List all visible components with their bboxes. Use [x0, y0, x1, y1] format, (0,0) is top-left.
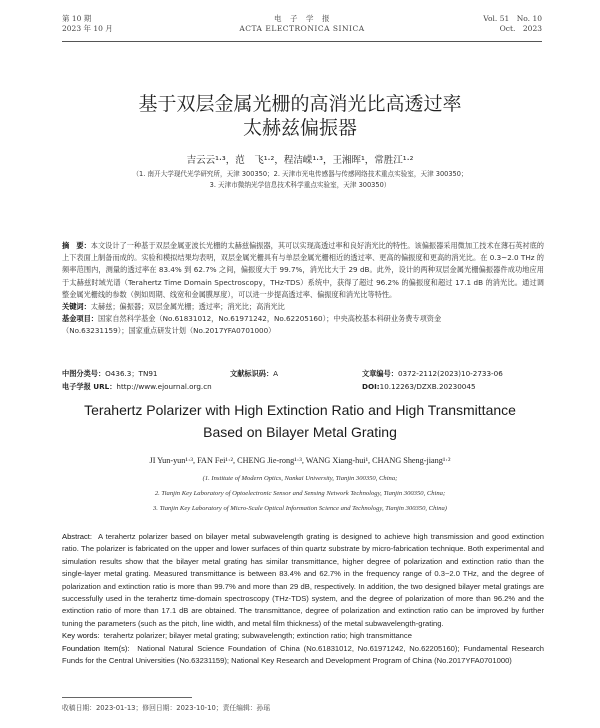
en-title-line1: Terahertz Polarizer with High Extinction Ratio and High Transmittance	[84, 402, 516, 418]
en-abstract-text: A terahertz polarizer based on bilayer metal subwavelength grating is designed to achieve high transmission and good extinction ratio. The polarizer is fabricated on the upper and lower surfaces of thin quartz substrate by micro-fabrication technique. Both experimental and simulation results show that the bilayer metal grating has similar transmittance, higher degree of polarization and extinction ratio than the single-layer metal grating. Measured transmittance is between 83.4% and 62.7% in the frequency range of 0.3~2.0 THz, and the degree of polarization and extinction ratio is more than 99.7% and more than 29 dB, respectively. In addition, the two designed bilayer metal gratings are successfully used in the terahertz time-domain spectroscopy (THz-TDS) system, and the degree of polarization of more than 96.2% and the extinction ratio of more than 17.1 dB are obtained. The transmittance, degree of polarization and extinction ratio can be improved by further tuning the parameters (such as the pitch, line width, and metal film thickness) of the metal subwavelength-grating.	[62, 532, 544, 628]
doc-code-label: 文献标识码：	[230, 369, 274, 378]
url-value[interactable]: http://www.ejournal.org.cn	[116, 382, 212, 391]
cn-title-line1: 基于双层金属光栅的高消光比高透过率	[138, 93, 462, 115]
doc-code-value: A	[273, 369, 279, 378]
footnote: 收稿日期：2023-01-13；修回日期：2023-10-10；责任编辑：孙瑶	[62, 704, 271, 712]
en-fund-label: Foundation Item(s):	[62, 643, 130, 653]
cn-abstract	[62, 240, 544, 338]
article-no-label: 文章编号：	[362, 369, 398, 378]
en-keywords-text: terahertz polarizer; bilayer metal grating; subwavelength; extinction ratio; high transmittance	[103, 631, 412, 641]
footnote-rule	[62, 697, 192, 698]
header-volume-number: Vol. 51 No. 10	[483, 14, 542, 23]
header-journal	[62, 14, 542, 34]
journal-url	[62, 381, 212, 392]
en-keywords-label: Key words:	[62, 631, 100, 641]
en-abstract-label: Abstract:	[62, 532, 92, 541]
en-fund-text: National Natural Science Foundation of China (No.61831012, No.61971242, No.62205160); Fundamental Research Funds for the Central Universities (No.63231159); National Key Research and Development Program of China (No.2017YFA0701000)	[62, 643, 544, 666]
clc	[62, 368, 157, 379]
en-affil-line2: 2. Tianjin Key Laboratory of Optoelectronic Sensor and Sensing Network Technology, Tianjin 300350, China;	[154, 490, 446, 497]
cn-affiliations	[0, 169, 600, 191]
cn-keywords-label: 关键词：	[62, 302, 91, 312]
header-issue-number: 第 10 期	[62, 14, 92, 23]
header-issue-date: 2023 年 10 月	[62, 24, 113, 33]
en-authors: JI Yun-yun¹·³, FAN Fei¹·², CHENG Jie-rong¹·³, WANG Xiang-hui¹, CHANG Sheng-jiang¹·²	[149, 456, 451, 465]
en-affiliations	[0, 471, 600, 516]
cn-fund-line1: 国家自然科学基金（No.61831012，No.61971242，No.62205160）；中央高校基本科研业务费专项资金	[97, 314, 442, 324]
clc-label: 中图分类号：	[62, 369, 106, 378]
en-keywords	[62, 630, 544, 642]
doi	[362, 381, 476, 392]
doi-value[interactable]: 10.12263/DZXB.20230045	[379, 382, 476, 391]
cn-fund	[62, 313, 544, 337]
header-volume	[483, 14, 542, 34]
en-title-line2: Based on Bilayer Metal Grating	[203, 424, 397, 440]
cn-url-row	[62, 381, 544, 392]
article-no	[362, 368, 503, 379]
running-header	[62, 14, 542, 40]
header-volume-date: Oct. 2023	[499, 24, 542, 33]
cn-title	[0, 92, 600, 140]
clc-value: O436.3；TN91	[105, 369, 158, 378]
en-affil-line1: (1. Institute of Modern Optics, Nankai University, Tianjin 300350, China;	[202, 475, 398, 482]
cn-classification-row	[62, 368, 544, 379]
header-rule	[62, 41, 542, 42]
cn-abstract-text: 本文设计了一种基于双层金属亚波长光栅的太赫兹偏振器，其可以实现高透过率和良好消光比的特性。该偏振器采用微加工技术在薄石英衬底的上下表面上制备而成的。实验和模拟结果均表明，双层金属光栅具有与单层金属光栅相近的透过率、更高的偏振度和更高的消光比。在 0.3~2.0 THz 的频率范围内，测量的透过率在 83.4% 到 62.7% 之间，偏振度大于 99.7%，消光比大于 29 dB。此外，设计的两种双层金属光栅偏振器件成功地应用于太赫兹时域光谱（Terahertz Time Domain Spectroscopy，THz-TDS）系统中，获得了超过 96.2% 的偏振度和超过 17.1 dB 的消光比。通过调整金属光栅线的参数（例如周期、线宽和金属膜厚度），可以进一步提高透过率、偏振度和消光比等特性。	[62, 241, 544, 299]
header-journal-cn: 电 子 学 报	[274, 14, 330, 23]
cn-abstract-label: 摘 要：	[62, 241, 91, 250]
en-abstract	[62, 531, 544, 667]
doc-code	[230, 368, 278, 379]
en-title	[0, 399, 600, 443]
cn-affil-line2: 3. 天津市微纳光学信息技术科学重点实验室，天津 300350）	[209, 181, 391, 189]
cn-title-line2: 太赫兹偏振器	[242, 117, 357, 139]
cn-keywords	[62, 301, 544, 313]
en-fund	[62, 643, 544, 668]
doi-label: DOI:	[362, 382, 380, 391]
cn-fund-label: 基金项目：	[62, 314, 98, 324]
cn-authors: 吉云云¹·³，范 飞¹·²，程洁嵘¹·³，王湘晖¹，常胜江¹·²	[186, 155, 414, 166]
cn-keywords-text: 太赫兹；偏振器；双层金属光栅；透过率；消光比；高消光比	[90, 302, 285, 312]
header-journal-en: ACTA ELECTRONICA SINICA	[239, 24, 365, 33]
cn-fund-line2: （No.63231159）；国家重点研发计划（No.2017YFA0701000）	[62, 326, 276, 336]
en-affil-line3: 3. Tianjin Key Laboratory of Micro-Scale Optical Information Science and Technology, Tianjin 300350, China)	[152, 505, 447, 512]
url-label: 电子学报 URL：	[62, 382, 117, 391]
cn-affil-line1: （1. 南开大学现代光学研究所，天津 300350；2. 天津市光电传感器与传感网络技术重点实验室，天津 300350；	[132, 170, 468, 178]
article-no-value: 0372-2112(2023)10-2733-06	[397, 369, 503, 378]
